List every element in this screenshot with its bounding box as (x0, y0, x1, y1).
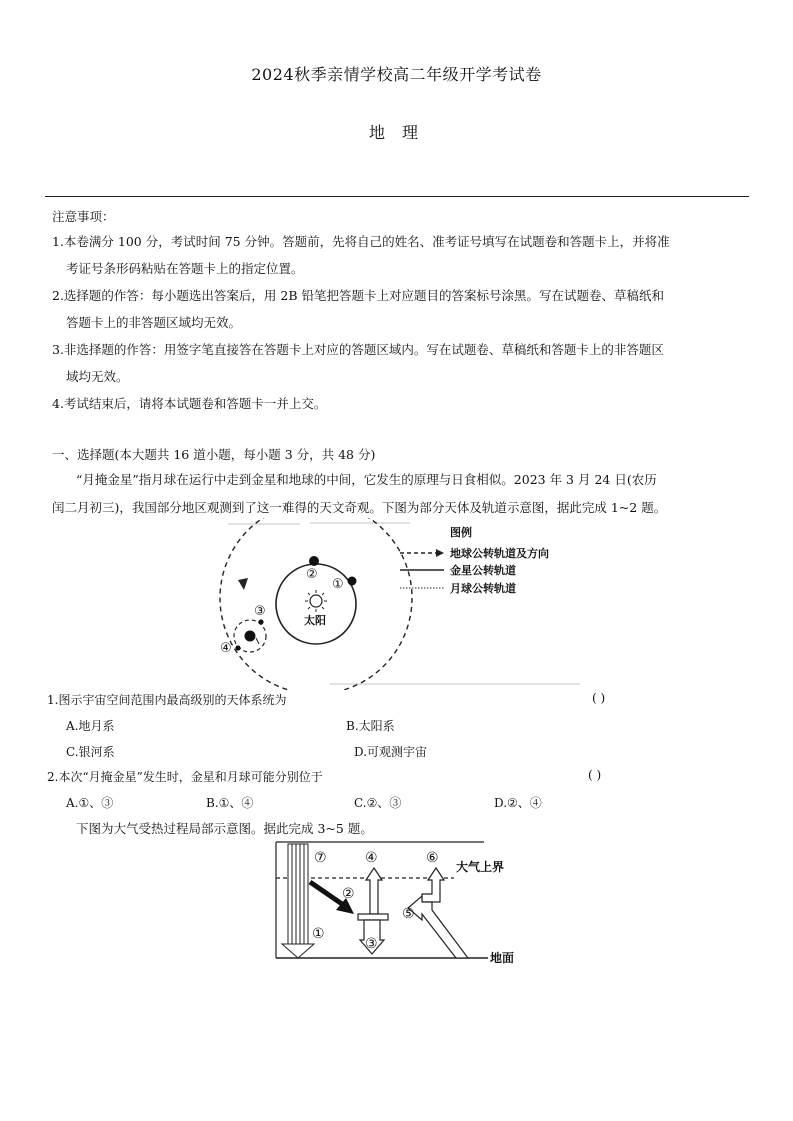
subject-title: 地 理 (368, 123, 425, 142)
option-d: D.可观测宇宙 (354, 745, 428, 759)
venus-body (309, 556, 319, 566)
notice-line: 3.非选择题的作答：用签字笔直接答在答题卡上对应的答题区域内。写在试题卷、草稿纸和答题卡上的非答题区 (52, 342, 664, 357)
moon-body (235, 645, 240, 650)
orbit-diagram (210, 518, 590, 690)
option-a: A.①、③ (66, 796, 114, 810)
moon-body (258, 619, 263, 624)
marker-3: ③ (365, 936, 378, 952)
legend-item: 地球公转轨道及方向 (450, 547, 549, 560)
intro-paragraph-line: 下图为大气受热过程局部示意图。据此完成 3~5 题。 (76, 821, 373, 836)
marker-2: ② (306, 567, 318, 582)
option-b: B.①、④ (206, 796, 254, 810)
marker-5: ⑤ (402, 906, 415, 922)
notice-line: 答题卡上的非答题区域均无效。 (66, 315, 242, 330)
option-b: B.太阳系 (346, 719, 395, 733)
marker-1: ① (312, 926, 325, 942)
legend-arrow-icon (436, 549, 444, 557)
notice-line: 考证号条形码粘贴在答题卡上的指定位置。 (66, 261, 304, 276)
exam-title: 2024秋季亲情学校高二年级开学考试卷 (251, 65, 542, 84)
venus-body (348, 577, 357, 586)
marker-3: ③ (254, 604, 266, 619)
notice-line: 1.本卷满分 100 分，考试时间 75 分钟。答题前，先将自己的姓名、准考证号填写在试题卷和答题卡上，并将准 (52, 234, 670, 249)
solar-radiation-arrow (282, 844, 314, 958)
earth-orbit (220, 518, 412, 690)
legend-item: 月球公转轨道 (450, 582, 516, 595)
legend-item: 金星公转轨道 (450, 564, 516, 577)
ground-label: 地面 (490, 951, 515, 965)
earth-body (245, 631, 256, 642)
marker-2: ② (342, 886, 355, 902)
tick-mark (256, 638, 259, 644)
atmosphere-heating-diagram (272, 840, 524, 968)
sun-label: 太阳 (304, 614, 326, 627)
intro-paragraph-line: “月掩金星”指月球在运行中走到金星和地球的中间，它发生的原理与日食相似。2023 年 3 月 24 日(农历 (76, 472, 657, 487)
marker-1: ① (332, 577, 344, 592)
notice-line: 域均无效。 (66, 369, 129, 384)
question-stem: 1.图示宇宙空间范围内最高级别的天体系统为 (47, 693, 287, 707)
legend-title: 图例 (450, 526, 472, 539)
option-c: C.②、③ (354, 796, 402, 810)
option-d: D.②、④ (494, 796, 542, 810)
notice-line: 2.选择题的作答：每小题选出答案后，用 2B 铅笔把答题卡上对应题目的答案标号涂黑。写在试题卷、草稿纸和 (52, 288, 665, 303)
notice-line: 4.考试结束后，请将本试题卷和答题卡一并上交。 (52, 396, 327, 411)
intro-paragraph-line: 闰二月初三)，我国部分地区观测到了这一难得的天文奇观。下图为部分天体及轨道示意图，据此完成 1~2 题。 (52, 500, 667, 515)
answer-paren: ( ) (588, 768, 602, 782)
header-divider (45, 196, 749, 197)
marker-4: ④ (220, 641, 232, 656)
option-c: C.银河系 (66, 745, 115, 759)
question-stem: 2.本次“月掩金星”发生时，金星和月球可能分别位于 (47, 770, 323, 784)
answer-paren: ( ) (592, 691, 606, 705)
marker-4: ④ (365, 850, 378, 866)
marker-7: ⑦ (314, 850, 327, 866)
ground-radiation-arrows (408, 868, 468, 958)
sun-icon (305, 590, 327, 612)
option-a: A.地月系 (66, 719, 115, 733)
atmosphere-top-label: 大气上界 (456, 860, 505, 874)
section-heading: 一、选择题(本大题共 16 道小题，每小题 3 分，共 48 分) (52, 447, 376, 462)
orbit-direction-arrow-icon (238, 578, 248, 590)
marker-6: ⑥ (426, 850, 439, 866)
notice-heading: 注意事项： (52, 209, 115, 224)
